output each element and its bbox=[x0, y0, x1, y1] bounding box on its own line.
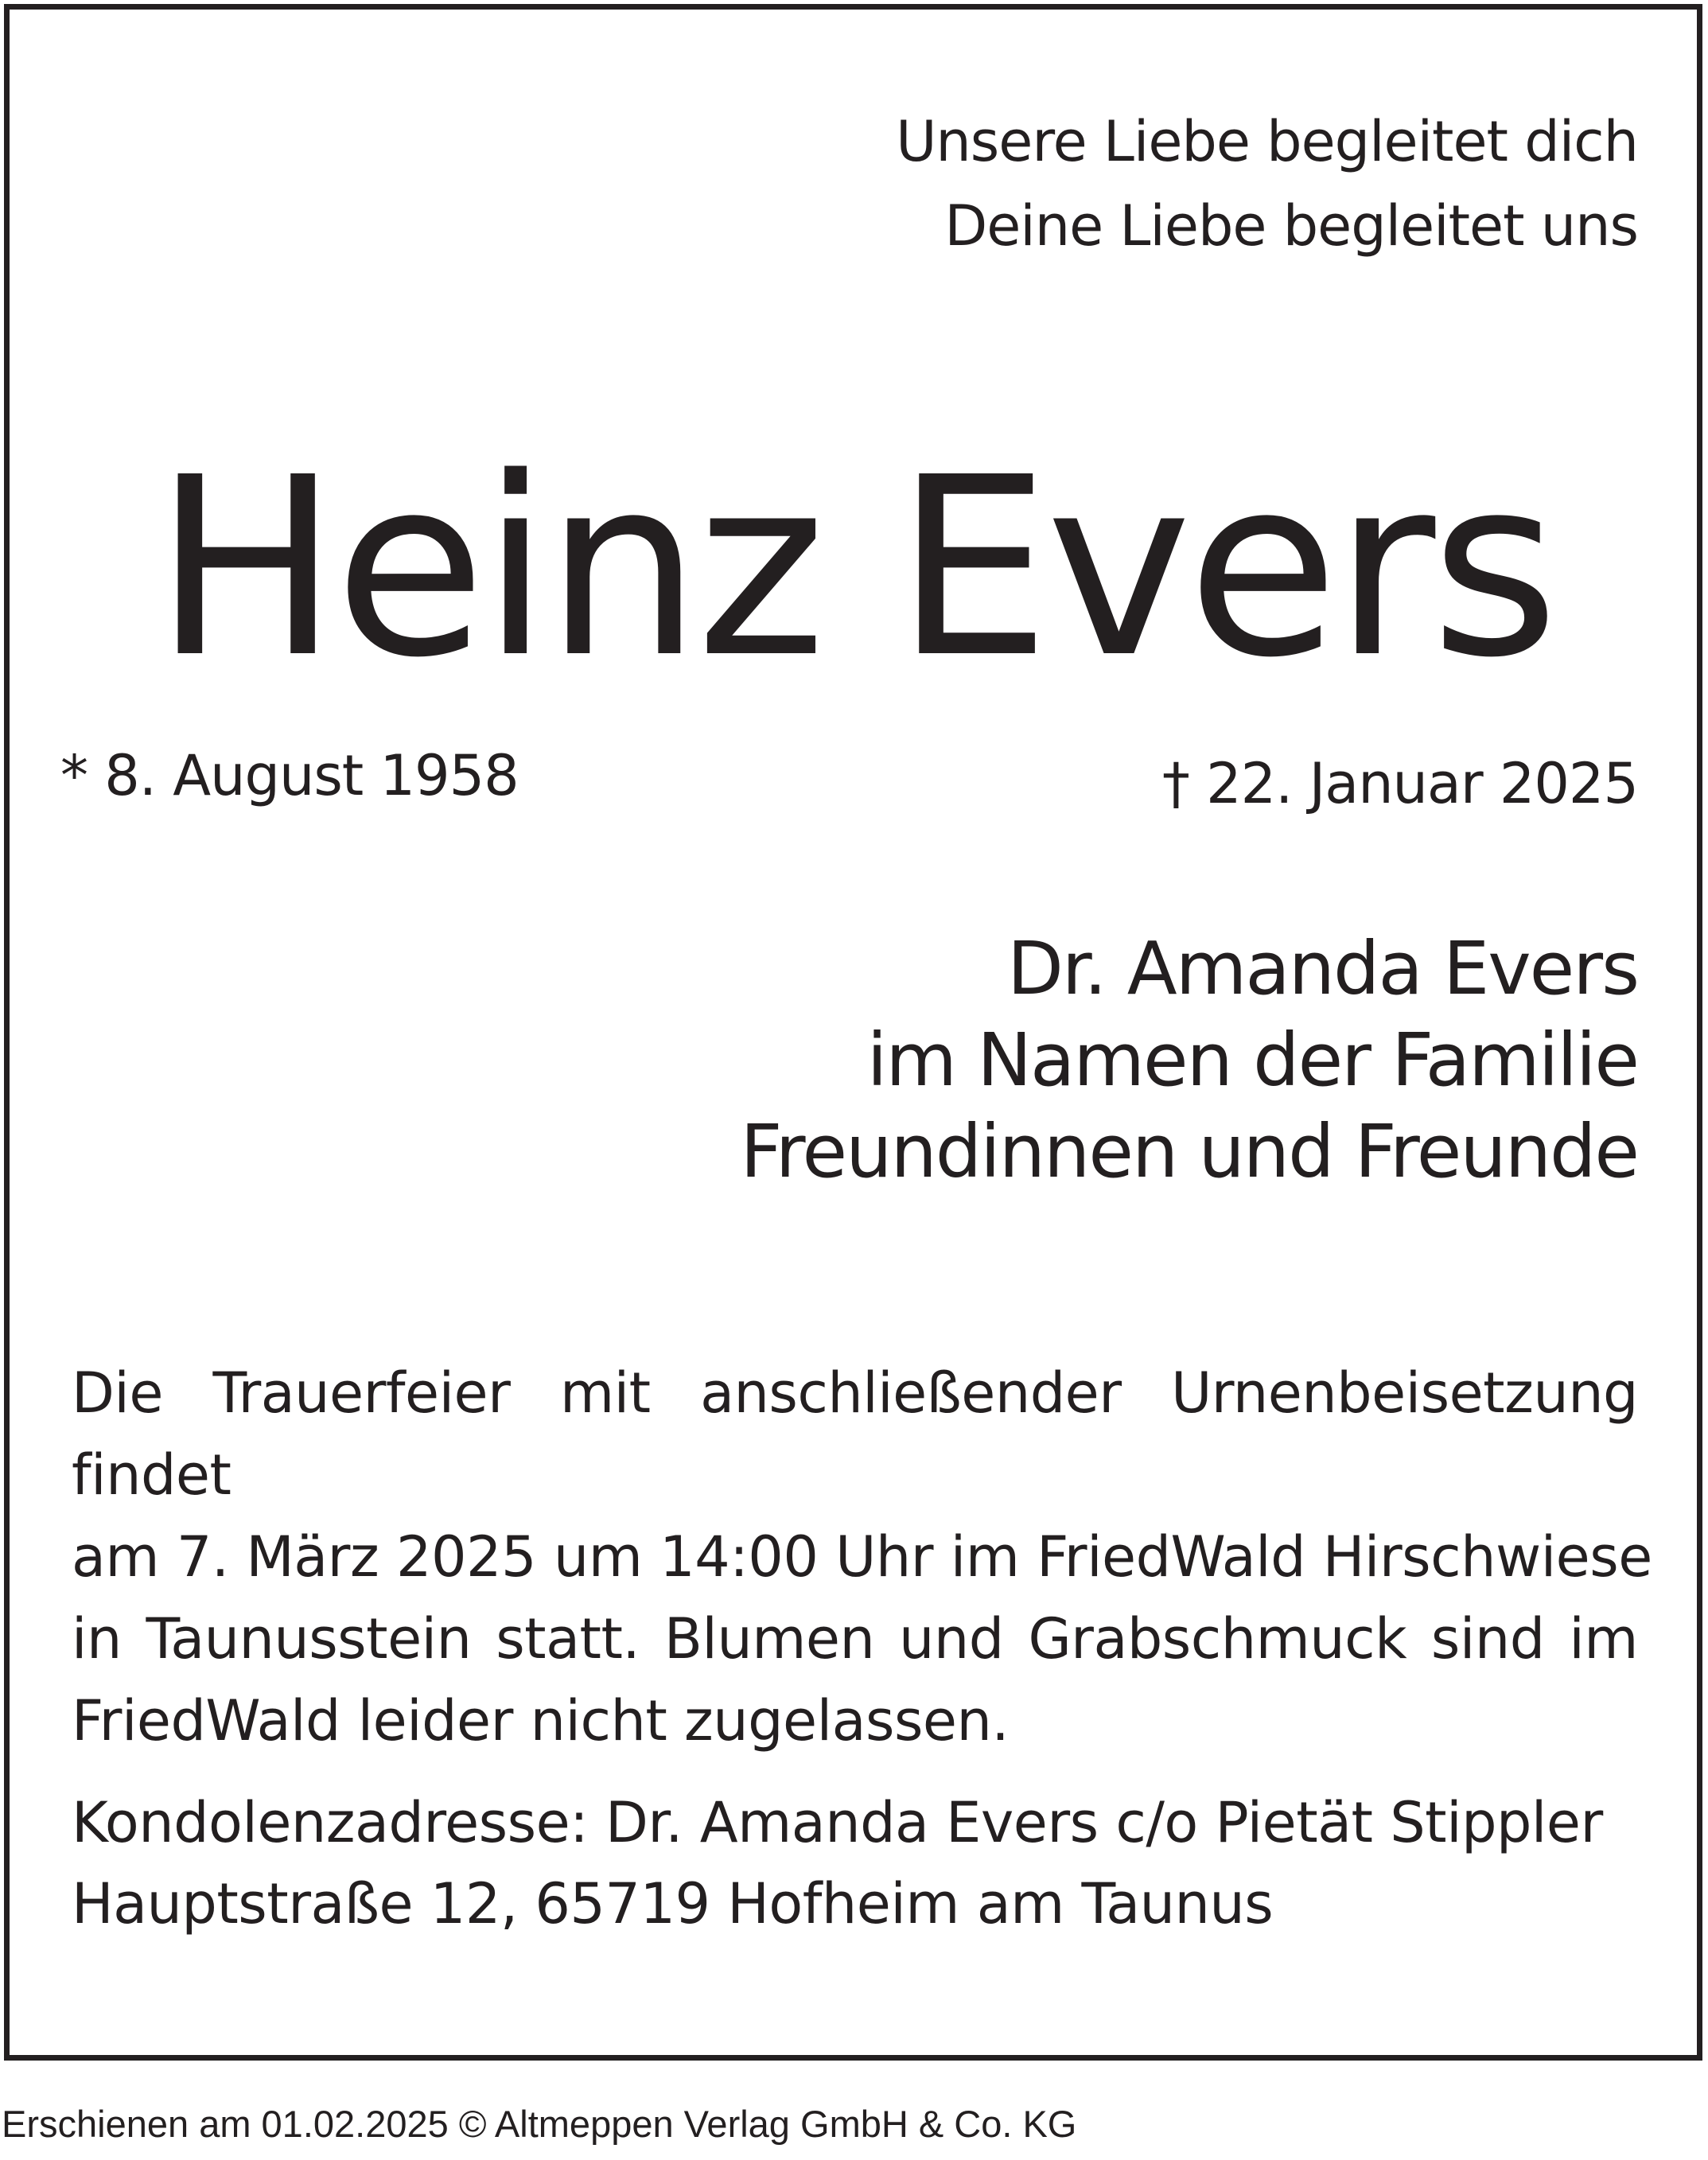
signer-line: Freundinnen und Freunde bbox=[740, 1109, 1638, 1194]
signer-line: Dr. Amanda Evers bbox=[1007, 926, 1638, 1011]
death-date: † 22. Januar 2025 bbox=[1161, 751, 1638, 816]
deceased-name: Heinz Evers bbox=[154, 425, 1554, 712]
signer-line: im Namen der Familie bbox=[866, 1018, 1638, 1103]
publication-footer: Erschienen am 01.02.2025 © Altmeppen Verlag GmbH & Co. KG bbox=[2, 2103, 1077, 2145]
condolence-address bbox=[72, 1782, 1603, 1944]
ceremony-text bbox=[72, 1352, 1652, 1762]
motto-line: Deine Liebe begleitet uns bbox=[944, 193, 1638, 259]
motto-line: Unsere Liebe begleitet dich bbox=[896, 109, 1638, 174]
ceremony-line: am 7. März 2025 um 14:00 Uhr im FriedWald Hirschwiese bbox=[72, 1524, 1652, 1590]
motto bbox=[896, 99, 1638, 268]
signers bbox=[741, 923, 1638, 1197]
ceremony-line: in Taunusstein statt. Blumen und Grabschmuck sind im bbox=[72, 1606, 1638, 1672]
address-line: Hauptstraße 12, 65719 Hofheim am Taunus bbox=[72, 1871, 1274, 1936]
address-line: Kondolenzadresse: Dr. Amanda Evers c/o Pietät Stippler bbox=[72, 1790, 1603, 1855]
ceremony-line: Die Trauerfeier mit anschließender Urnenbeisetzung findet bbox=[72, 1360, 1638, 1508]
ceremony-line: FriedWald leider nicht zugelassen. bbox=[72, 1688, 1010, 1753]
birth-date: * 8. August 1958 bbox=[60, 743, 519, 808]
